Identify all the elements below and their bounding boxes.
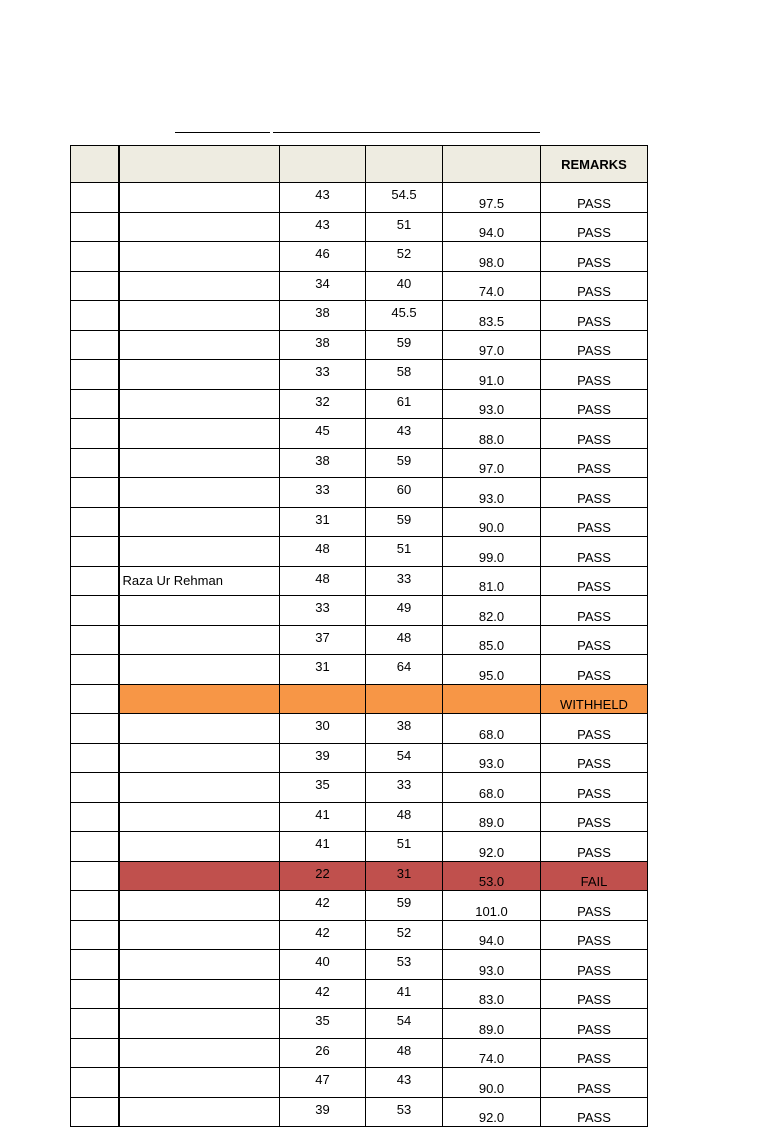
header-cell-total: [443, 146, 541, 183]
cell-student-name: [119, 684, 280, 714]
cell-student-name: [119, 861, 280, 891]
cell-student-name: [119, 891, 280, 921]
cell-marks-b: 31: [366, 861, 443, 891]
cell-student-name: Raza Ur Rehman: [119, 566, 280, 596]
table-row: [71, 448, 648, 478]
cell-marks-b: 53: [366, 950, 443, 980]
cell-marks-b: 59: [366, 330, 443, 360]
cell-student-name: [119, 360, 280, 390]
cell-total: 74.0: [443, 271, 541, 301]
cell-student-name: [119, 183, 280, 213]
cell-index: [71, 360, 119, 390]
cell-marks-a: 26: [280, 1038, 366, 1068]
table-row: [71, 1097, 648, 1127]
cell-index: [71, 950, 119, 980]
cell-student-name: [119, 743, 280, 773]
cell-total: 93.0: [443, 478, 541, 508]
cell-student-name: [119, 773, 280, 803]
cell-marks-b: [366, 684, 443, 714]
cell-remark: PASS: [541, 625, 648, 655]
cell-remark: PASS: [541, 979, 648, 1009]
cell-marks-b: 33: [366, 566, 443, 596]
cell-marks-a: 39: [280, 1097, 366, 1127]
cell-total: 97.0: [443, 330, 541, 360]
cell-marks-a: 38: [280, 330, 366, 360]
cell-index: [71, 448, 119, 478]
cell-index: [71, 684, 119, 714]
cell-marks-a: 35: [280, 1009, 366, 1039]
cell-total: 68.0: [443, 714, 541, 744]
header-cell-remarks: REMARKS: [541, 146, 648, 183]
cell-remark: PASS: [541, 330, 648, 360]
cell-marks-b: 49: [366, 596, 443, 626]
cell-index: [71, 979, 119, 1009]
table-row: [71, 478, 648, 508]
cell-marks-b: 48: [366, 1038, 443, 1068]
cell-student-name: [119, 832, 280, 862]
cell-marks-a: 41: [280, 832, 366, 862]
cell-index: [71, 419, 119, 449]
cell-marks-b: 51: [366, 212, 443, 242]
table-row: [71, 743, 648, 773]
cell-student-name: [119, 389, 280, 419]
cell-index: [71, 861, 119, 891]
cell-remark: PASS: [541, 360, 648, 390]
cell-marks-a: 42: [280, 891, 366, 921]
table-row: [71, 419, 648, 449]
table-row: [71, 212, 648, 242]
table-row: [71, 625, 648, 655]
cell-total: 94.0: [443, 920, 541, 950]
cell-remark: PASS: [541, 507, 648, 537]
cell-total: 89.0: [443, 802, 541, 832]
cell-index: [71, 1068, 119, 1098]
cell-remark: PASS: [541, 242, 648, 272]
cell-total: 68.0: [443, 773, 541, 803]
cell-marks-a: 39: [280, 743, 366, 773]
table-row: [71, 832, 648, 862]
cell-remark: PASS: [541, 478, 648, 508]
cell-total: 85.0: [443, 625, 541, 655]
cell-total: 83.5: [443, 301, 541, 331]
table-row: [71, 537, 648, 567]
cell-total: 94.0: [443, 212, 541, 242]
cell-total: 81.0: [443, 566, 541, 596]
cell-marks-b: 43: [366, 1068, 443, 1098]
cell-student-name: [119, 979, 280, 1009]
cell-student-name: [119, 1009, 280, 1039]
cell-marks-a: 47: [280, 1068, 366, 1098]
cell-total: 90.0: [443, 507, 541, 537]
cell-index: [71, 596, 119, 626]
cell-index: [71, 183, 119, 213]
cell-marks-b: 58: [366, 360, 443, 390]
cell-remark: PASS: [541, 389, 648, 419]
cell-student-name: [119, 212, 280, 242]
cell-marks-a: 22: [280, 861, 366, 891]
cell-marks-b: 33: [366, 773, 443, 803]
cell-remark: PASS: [541, 891, 648, 921]
cell-marks-a: 48: [280, 537, 366, 567]
cell-marks-a: 31: [280, 507, 366, 537]
cell-remark: PASS: [541, 596, 648, 626]
table-row: [71, 861, 648, 891]
cell-total: 92.0: [443, 832, 541, 862]
table-row: [71, 714, 648, 744]
cell-marks-a: 42: [280, 920, 366, 950]
cell-remark: PASS: [541, 832, 648, 862]
table-row: [71, 684, 648, 714]
cell-remark: PASS: [541, 566, 648, 596]
cell-index: [71, 625, 119, 655]
cell-marks-a: 48: [280, 566, 366, 596]
cell-student-name: [119, 271, 280, 301]
cell-index: [71, 507, 119, 537]
cell-student-name: [119, 301, 280, 331]
cell-marks-a: 38: [280, 448, 366, 478]
cell-remark: FAIL: [541, 861, 648, 891]
cell-total: 90.0: [443, 1068, 541, 1098]
table-row: [71, 1038, 648, 1068]
cell-marks-a: 32: [280, 389, 366, 419]
cell-marks-b: 59: [366, 507, 443, 537]
cell-index: [71, 832, 119, 862]
cell-remark: PASS: [541, 183, 648, 213]
cell-student-name: [119, 419, 280, 449]
cell-remark: PASS: [541, 655, 648, 685]
cell-total: 99.0: [443, 537, 541, 567]
cell-remark: PASS: [541, 212, 648, 242]
cell-student-name: [119, 714, 280, 744]
cell-marks-a: 33: [280, 360, 366, 390]
cell-student-name: [119, 478, 280, 508]
cell-student-name: [119, 1038, 280, 1068]
table-row: [71, 183, 648, 213]
table-row: [71, 773, 648, 803]
title-underline-right: [273, 132, 540, 133]
header-cell-name: [119, 146, 280, 183]
cell-marks-b: 40: [366, 271, 443, 301]
cell-marks-a: 46: [280, 242, 366, 272]
table-row: [71, 360, 648, 390]
cell-index: [71, 1009, 119, 1039]
table-row: [71, 920, 648, 950]
cell-marks-b: 43: [366, 419, 443, 449]
cell-student-name: [119, 950, 280, 980]
cell-student-name: [119, 920, 280, 950]
cell-student-name: [119, 1068, 280, 1098]
cell-total: 92.0: [443, 1097, 541, 1127]
cell-remark: PASS: [541, 920, 648, 950]
cell-index: [71, 212, 119, 242]
cell-index: [71, 743, 119, 773]
cell-remark: PASS: [541, 950, 648, 980]
cell-total: 91.0: [443, 360, 541, 390]
title-underline-left: [175, 132, 270, 133]
cell-remark: PASS: [541, 301, 648, 331]
cell-student-name: [119, 242, 280, 272]
table-row: [71, 242, 648, 272]
cell-marks-b: 64: [366, 655, 443, 685]
cell-remark: PASS: [541, 448, 648, 478]
table-row: [71, 271, 648, 301]
header-cell-marks-b: [366, 146, 443, 183]
cell-marks-a: 42: [280, 979, 366, 1009]
cell-total: 97.0: [443, 448, 541, 478]
cell-remark: WITHHELD: [541, 684, 648, 714]
cell-marks-b: 48: [366, 802, 443, 832]
table-row: [71, 596, 648, 626]
cell-remark: PASS: [541, 1097, 648, 1127]
cell-total: 93.0: [443, 389, 541, 419]
cell-remark: PASS: [541, 1068, 648, 1098]
cell-total: 74.0: [443, 1038, 541, 1068]
header-cell-marks-a: [280, 146, 366, 183]
cell-index: [71, 773, 119, 803]
cell-index: [71, 478, 119, 508]
cell-index: [71, 330, 119, 360]
cell-total: 98.0: [443, 242, 541, 272]
cell-total: 97.5: [443, 183, 541, 213]
cell-marks-b: 52: [366, 242, 443, 272]
cell-total: 53.0: [443, 861, 541, 891]
cell-student-name: [119, 330, 280, 360]
table-row: [71, 1009, 648, 1039]
cell-student-name: [119, 448, 280, 478]
cell-total: 83.0: [443, 979, 541, 1009]
cell-remark: PASS: [541, 714, 648, 744]
cell-student-name: [119, 625, 280, 655]
table-row: [71, 655, 648, 685]
table-row: [71, 330, 648, 360]
cell-marks-a: 40: [280, 950, 366, 980]
cell-student-name: [119, 655, 280, 685]
cell-student-name: [119, 537, 280, 567]
cell-marks-b: 53: [366, 1097, 443, 1127]
cell-total: 88.0: [443, 419, 541, 449]
cell-remark: PASS: [541, 537, 648, 567]
table-row: [71, 566, 648, 596]
cell-index: [71, 271, 119, 301]
cell-marks-a: 30: [280, 714, 366, 744]
cell-remark: PASS: [541, 802, 648, 832]
cell-marks-b: 59: [366, 448, 443, 478]
cell-index: [71, 920, 119, 950]
cell-remark: PASS: [541, 743, 648, 773]
cell-marks-b: 38: [366, 714, 443, 744]
cell-index: [71, 566, 119, 596]
cell-marks-a: 34: [280, 271, 366, 301]
cell-index: [71, 802, 119, 832]
cell-marks-a: 45: [280, 419, 366, 449]
cell-total: 93.0: [443, 950, 541, 980]
results-table: [70, 145, 648, 1127]
cell-total: 89.0: [443, 1009, 541, 1039]
cell-marks-b: 52: [366, 920, 443, 950]
cell-index: [71, 891, 119, 921]
cell-marks-a: 43: [280, 212, 366, 242]
cell-marks-a: 33: [280, 596, 366, 626]
cell-marks-a: 41: [280, 802, 366, 832]
cell-total: 93.0: [443, 743, 541, 773]
cell-remark: PASS: [541, 1038, 648, 1068]
cell-remark: PASS: [541, 271, 648, 301]
cell-student-name: [119, 596, 280, 626]
header-cell-index: [71, 146, 119, 183]
cell-marks-a: [280, 684, 366, 714]
cell-marks-a: 43: [280, 183, 366, 213]
cell-marks-b: 61: [366, 389, 443, 419]
table-header-row: [71, 146, 648, 183]
cell-marks-b: 45.5: [366, 301, 443, 331]
cell-marks-a: 38: [280, 301, 366, 331]
cell-student-name: [119, 507, 280, 537]
table-row: [71, 507, 648, 537]
cell-index: [71, 242, 119, 272]
cell-marks-a: 37: [280, 625, 366, 655]
cell-student-name: [119, 802, 280, 832]
cell-marks-b: 54: [366, 743, 443, 773]
cell-total: 95.0: [443, 655, 541, 685]
cell-marks-b: 51: [366, 832, 443, 862]
cell-remark: PASS: [541, 419, 648, 449]
cell-marks-b: 48: [366, 625, 443, 655]
table-row: [71, 979, 648, 1009]
cell-index: [71, 537, 119, 567]
cell-marks-a: 35: [280, 773, 366, 803]
cell-marks-a: 33: [280, 478, 366, 508]
cell-total: 101.0: [443, 891, 541, 921]
cell-marks-b: 60: [366, 478, 443, 508]
cell-index: [71, 1038, 119, 1068]
table-row: [71, 301, 648, 331]
cell-total: 82.0: [443, 596, 541, 626]
cell-marks-b: 54.5: [366, 183, 443, 213]
cell-index: [71, 655, 119, 685]
cell-index: [71, 1097, 119, 1127]
cell-remark: PASS: [541, 773, 648, 803]
cell-marks-b: 41: [366, 979, 443, 1009]
cell-index: [71, 301, 119, 331]
cell-remark: PASS: [541, 1009, 648, 1039]
cell-marks-b: 54: [366, 1009, 443, 1039]
table-row: [71, 1068, 648, 1098]
cell-student-name: [119, 1097, 280, 1127]
cell-marks-b: 51: [366, 537, 443, 567]
cell-marks-a: 31: [280, 655, 366, 685]
table-body: [71, 183, 648, 1127]
cell-index: [71, 714, 119, 744]
cell-marks-b: 59: [366, 891, 443, 921]
cell-index: [71, 389, 119, 419]
table-row: [71, 389, 648, 419]
table-row: [71, 891, 648, 921]
table-row: [71, 802, 648, 832]
table-row: [71, 950, 648, 980]
cell-total: [443, 684, 541, 714]
